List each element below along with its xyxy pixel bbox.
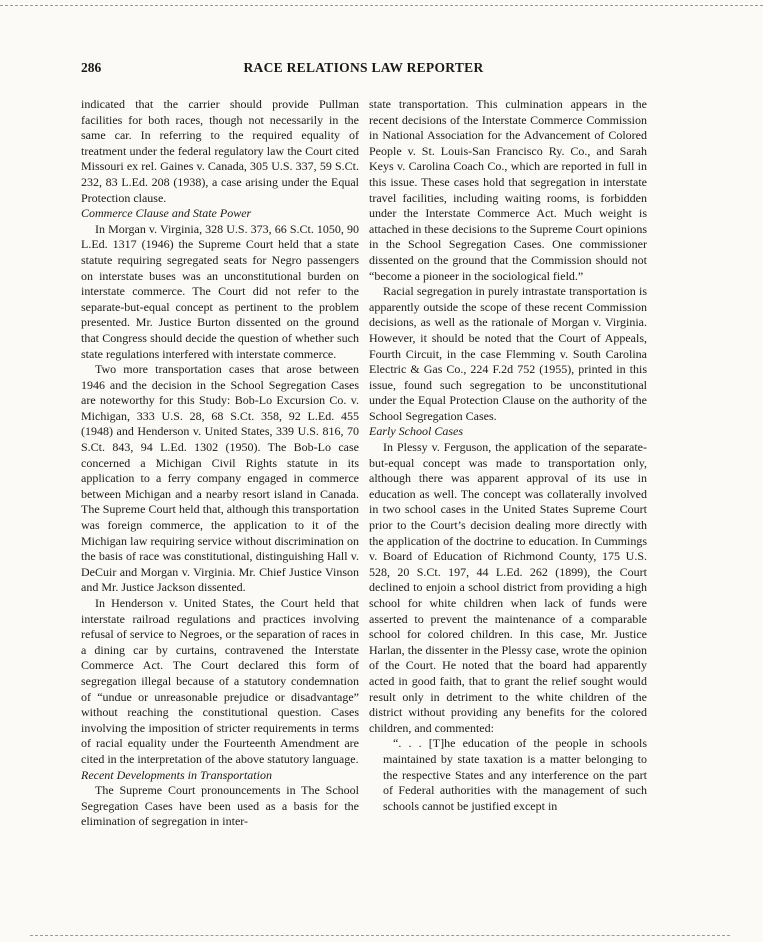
section-heading: Early School Cases [369, 424, 463, 439]
right-column [369, 97, 647, 814]
page-number: 286 [81, 60, 102, 75]
running-title: RACE RELATIONS LAW REPORTER [243, 60, 484, 75]
paragraph: indicated that the carrier should provide Pullman facilities for both races, though not necessarily in the same car. In referring to the required equality of treatment under the federal regulatory law the Court cited Missouri ex rel. Gaines v. Canada, 305 U.S. 337, 59 S.Ct. 232, 83 L.Ed. 208 (1938), a case arising under the Equal Protection clause. [81, 97, 359, 205]
section-heading: Recent Developments in Transportation [81, 767, 272, 782]
paragraph: In Henderson v. United States, the Court held that interstate railroad regulations and practices involving refusal of service to Negroes, or the separation of races in a dining car by curtains, contravened the Interstate Commerce Act. The Court declared this form of segregation illegal because of a statutory condemnation of “undue or unreasonable prejudice or disadvantage” without reaching the constitutional question. Cases involving the imposition of stricter requirements in terms of racial equality under the Fourteenth Amendment are cited in the interpretation of the above statutory language. [81, 596, 359, 766]
paragraph: Racial segregation in purely intrastate transportation is apparently outside the scope of these recent Commission decisions, as well as the rationale of Morgan v. Virginia. However, it should be noted that the Court of Appeals, Fourth Circuit, in the case Flemming v. South Carolina Electric & Gas Co., 224 F.2d 752 (1955), printed in this issue, found such segregation to be unconstitutional under the Equal Protection Clause on the authority of the School Segregation Cases. [369, 284, 647, 423]
page-header [81, 60, 646, 80]
left-column [81, 97, 359, 830]
block-quote [383, 736, 647, 814]
paragraph: In Plessy v. Ferguson, the application of the separate-but-equal concept was made to transportation only, although there was apparent approval of its use in education as well. The concept was collaterally involved in two school cases in the United States Supreme Court prior to the Court’s decision dealing more directly with the application of the doctrine to education. In Cummings v. Board of Education of Richmond County, 175 U.S. 528, 20 S.Ct. 197, 44 L.Ed. 262 (1899), the Court declined to enjoin a school district from providing a high school for white children when lack of funds were asserted to prevent the maintenance of a comparable school for colored children. In this case, Mr. Justice Harlan, the dissenter in the Plessy case, wrote the opinion of the Court. He noted that the board had apparently acted in good faith, that to grant the relief sought would result only in detriment to the white children of the district without providing any benefits for the colored children, and commented: [369, 440, 647, 735]
paragraph: In Morgan v. Virginia, 328 U.S. 373, 66 S.Ct. 1050, 90 L.Ed. 1317 (1946) the Supreme Court held that a state statute requiring segregated seats for Negro passengers on interstate buses was an unconstitutional burden on interstate commerce. The Court did not refer to the separate-but-equal concept as pertinent to the problem presented. Mr. Justice Burton dissented on the ground that Congress should decide the question of whether such state regulations interfered with interstate commerce. [81, 221, 359, 361]
top-edge-rule [0, 5, 763, 6]
paragraph: Two more transportation cases that arose between 1946 and the decision in the School Segregation Cases are noteworthy for this Study: Bob-Lo Excursion Co. v. Michigan, 333 U.S. 28, 68 S.Ct. 358, 92 L.Ed. 455 (1948) and Henderson v. United States, 339 U.S. 816, 70 S.Ct. 843, 94 L.Ed. 1302 (1950). The Bob-Lo case concerned a Michigan Civil Rights statute in its application to a ferry company engaged in commerce between Michigan and a nearby resort island in Canada. The Supreme Court held that, although this transportation was foreign commerce, the application to it of the Michigan law requiring service without discrimination on the basis of race was constitutional, distinguishing Hall v. DeCuir and Morgan v. Virginia. Mr. Chief Justice Vinson and Mr. Justice Jackson dissented. [81, 362, 359, 595]
paragraph: state transportation. This culmination appears in the recent decisions of the Interstate Commerce Commission in National Association for the Advancement of Colored People v. St. Louis-San Francisco Ry. Co., and Sarah Keys v. Carolina Coach Co., which are reported in full in this issue. These cases hold that segregation in interstate travel facilities, including waiting rooms, is forbidden under the Interstate Commerce Act. Much weight is attached in these decisions to the Supreme Court opinions in the School Segregation Cases. One commissioner dissented on the ground that the Commission should not “become a pioneer in the sociological field.” [369, 97, 647, 283]
section-heading: Commerce Clause and State Power [81, 206, 252, 221]
quote-text: “. . . [T]he education of the people in schools maintained by state taxation is a matter belonging to the respective States and any interference on the part of Federal authorities with the management of such schools cannot be justified except in [383, 736, 647, 813]
bottom-edge-rule [30, 935, 730, 936]
paragraph: The Supreme Court pronouncements in The School Segregation Cases have been used as a basis for the elimination of segregation in inter- [81, 783, 359, 829]
